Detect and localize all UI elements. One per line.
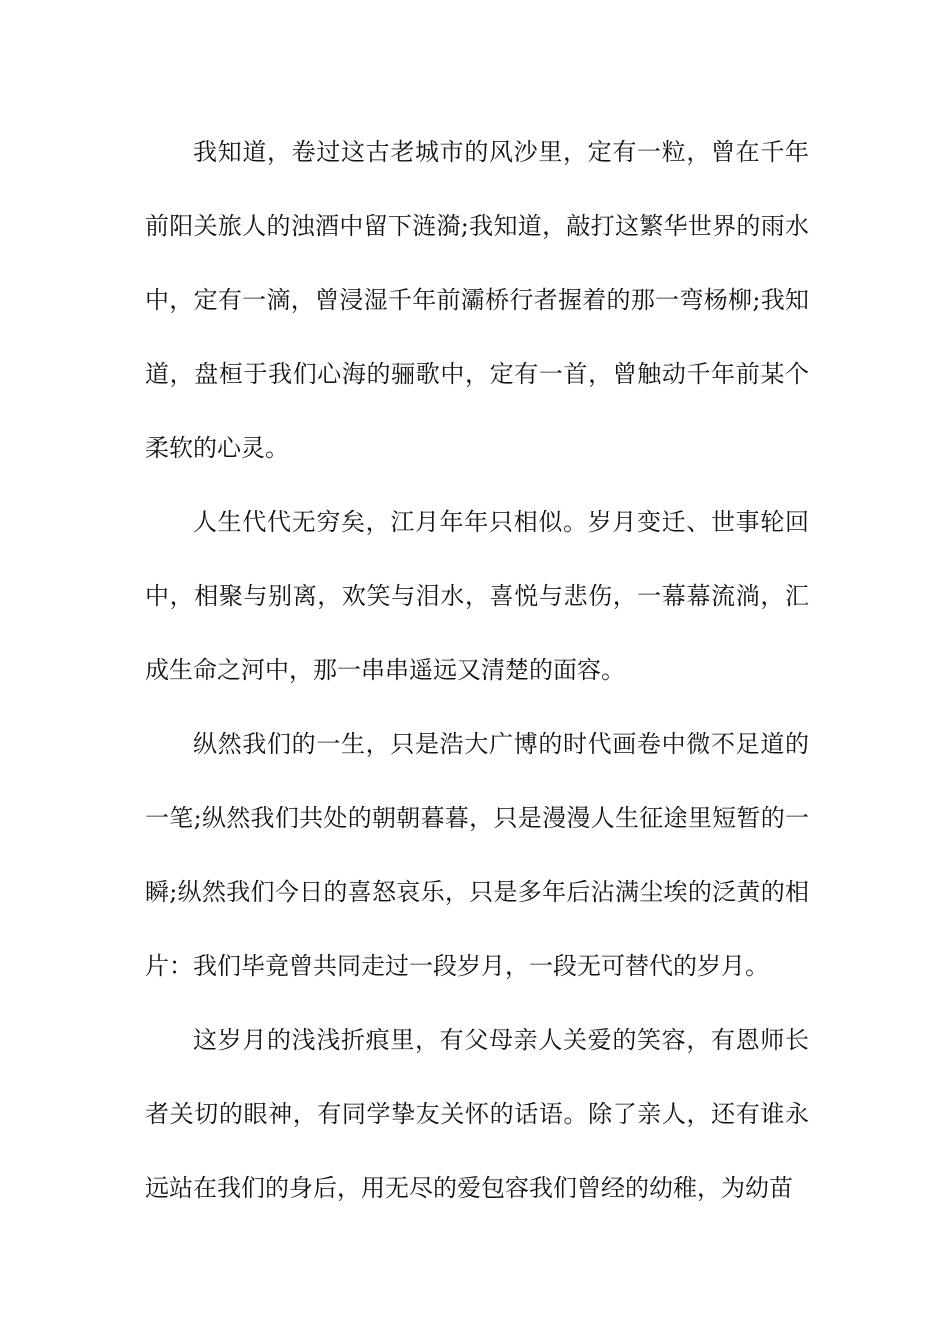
document-body: [145, 115, 809, 1225]
paragraph-4: 这岁月的浅浅折痕里，有父母亲人关爱的笑容，有恩师长者关切的眼神，有同学挚友关怀的话语。除了亲人，还有谁永远站在我们的身后，用无尽的爱包容我们曾经的幼稚，为幼苗: [145, 1026, 809, 1202]
paragraph-1: 我知道，卷过这古老城市的风沙里，定有一粒，曾在千年前阳关旅人的浊酒中留下涟漪;我知道，敲打这繁华世界的雨水中，定有一滴，曾浸湿千年前灞桥行者握着的那一弯杨柳;我知道，盘桓于我们心海的骊歌中，定有一首，曾触动千年前某个柔软的心灵。: [145, 138, 809, 462]
paragraph-2: 人生代代无穷矣，江月年年只相似。岁月变迁、世事轮回中，相聚与别离，欢笑与泪水，喜悦与悲伤，一幕幕流淌，汇成生命之河中，那一串串遥远又清楚的面容。: [145, 508, 809, 684]
paragraph-3: 纵然我们的一生，只是浩大广博的时代画卷中微不足道的一笔;纵然我们共处的朝朝暮暮，只是漫漫人生征途里短暂的一瞬;纵然我们今日的喜怒哀乐，只是多年后沾满尘埃的泛黄的相片：我们毕竟曾共同走过一段岁月，一段无可替代的岁月。: [145, 730, 809, 980]
